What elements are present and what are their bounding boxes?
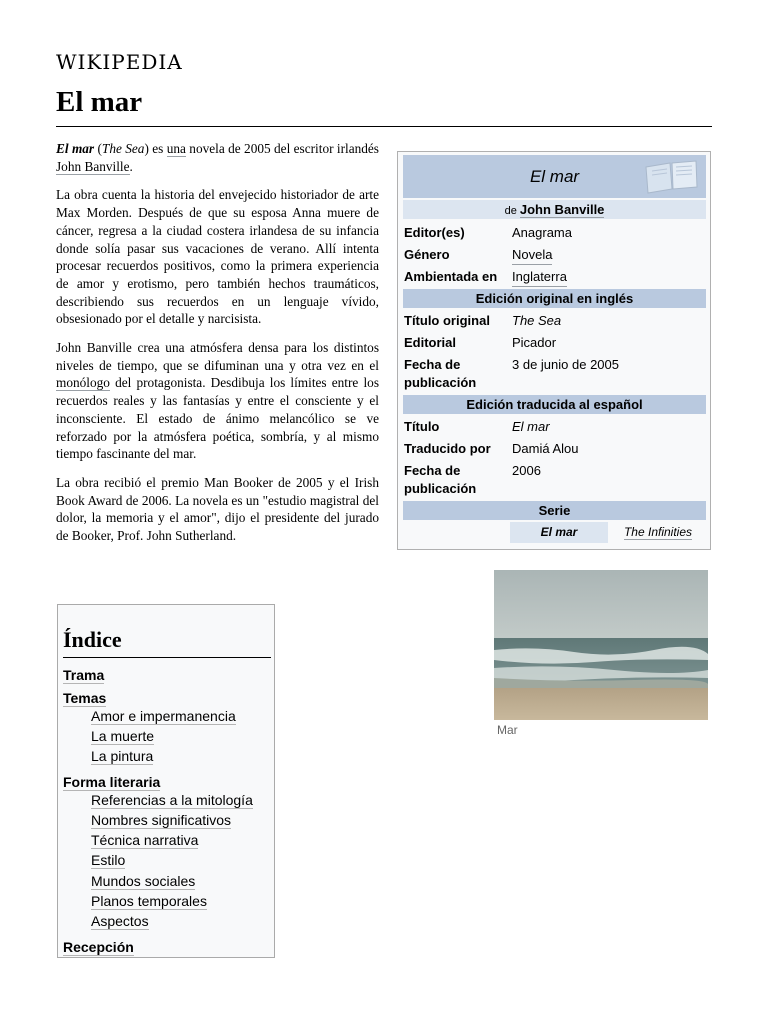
link-una[interactable]: una: [166, 141, 186, 156]
infobox-section-original: Edición original en inglés: [403, 289, 706, 308]
beach-photo[interactable]: [494, 570, 708, 720]
infobox-key: Editor(es): [404, 225, 465, 240]
setting-link[interactable]: Inglaterra: [512, 268, 567, 287]
infobox-key: Fecha de publicación: [404, 357, 477, 390]
series-current: El mar: [510, 522, 608, 543]
genre-link[interactable]: Novela: [512, 246, 552, 265]
intro-text: novela de 2005 del escritor irlandés: [185, 141, 379, 156]
infobox-key: Traducido por: [404, 441, 491, 456]
toc-link[interactable]: Planos temporales: [91, 893, 207, 909]
toc-item-pintura[interactable]: [91, 747, 153, 765]
toc-link[interactable]: La pintura: [91, 748, 154, 764]
infobox-key: Fecha de publicación: [404, 463, 477, 496]
toc-item-recepcion[interactable]: [63, 938, 134, 956]
toc-item-aspectos[interactable]: [91, 912, 149, 930]
intro-text: ) es: [144, 141, 167, 156]
toc-link[interactable]: Nombres significativos: [91, 812, 232, 828]
infobox-value: Anagrama: [512, 225, 572, 240]
book-icon: [642, 157, 700, 195]
toc-link[interactable]: Amor e impermanencia: [91, 708, 236, 724]
infobox-key: Título original: [404, 313, 490, 328]
intro-text: (: [94, 141, 102, 156]
toc-link[interactable]: Estilo: [91, 852, 126, 868]
toc-item-amor[interactable]: [91, 707, 236, 725]
toc-item-trama[interactable]: [63, 666, 104, 684]
infobox-section-translated: Edición traducida al español: [403, 395, 706, 414]
link-john-banville[interactable]: John Banville: [56, 158, 130, 174]
toc-link[interactable]: Forma literaria: [63, 774, 161, 790]
infobox-key: Editorial: [404, 335, 457, 350]
title-divider: [56, 126, 712, 127]
infobox-value: Damiá Alou: [512, 441, 579, 456]
infobox-section-series: Serie: [403, 501, 706, 520]
infobox-value: The Sea: [512, 313, 562, 328]
toc-item-forma-literaria[interactable]: [63, 773, 160, 791]
toc-item-mundos[interactable]: [91, 872, 195, 890]
infobox-value: 2006: [512, 463, 541, 478]
toc-link[interactable]: Trama: [63, 667, 105, 683]
toc-item-temas[interactable]: [63, 689, 106, 707]
intro-alt-title: The Sea: [101, 141, 145, 156]
toc-link[interactable]: Recepción: [63, 939, 134, 955]
article-body: [56, 140, 379, 556]
infobox-author-row: [403, 200, 706, 219]
atmosphere-text: John Banville crea una atmósfera densa para los distintos niveles de tiempo, que se difuminan una y otra vez en el: [56, 340, 379, 373]
toc-title: Índice: [63, 627, 122, 652]
toc-item-planos[interactable]: [91, 892, 207, 910]
toc-item-estilo[interactable]: [91, 851, 125, 869]
infobox-value: 3 de junio de 2005: [512, 357, 619, 372]
series-next-link[interactable]: [616, 522, 700, 543]
series-next-label[interactable]: The Infinities: [623, 525, 693, 539]
toc-link[interactable]: La muerte: [91, 728, 155, 744]
author-prefix: de: [504, 205, 517, 217]
paragraph-plot: La obra cuenta la historia del envejecido historiador de arte Max Morden. Después de que su esposa Anna muere de cáncer, regresa a la ciudad costera irlandesa de su infancia donde solía pasar sus vacaciones de verano. Allí intenta procesar recuerdos positivos, como la primera experiencia de amor y erotismo, pero también hechos traumáticos, describiendo sus recuerdos en un lenguaje vívido, obsesionado por el detalle y narcisista.: [56, 187, 379, 327]
infobox-author-link[interactable]: John Banville: [519, 202, 605, 217]
table-of-contents: [57, 604, 275, 958]
toc-link[interactable]: Aspectos: [91, 913, 149, 929]
infobox-value: Picador: [512, 335, 557, 350]
toc-item-mitologia[interactable]: [91, 791, 253, 809]
infobox-key: Género: [404, 247, 450, 262]
toc-link[interactable]: Técnica narrativa: [91, 832, 199, 848]
atmosphere-text: del protagonista. Desdibuja los límites entre los recuerdos reales y las fantasías y entre el consciente y el inconsciente. El estado de ánimo melancólico se ve reforzado por la atmósfera poética, sombría, y al mismo tiempo fascinante del mar.: [56, 375, 379, 462]
intro-text: .: [129, 158, 133, 174]
link-monologo[interactable]: monólogo: [56, 375, 110, 391]
infobox-key: Título: [404, 419, 440, 434]
infobox-title: El mar: [529, 167, 580, 186]
infobox-value: El mar: [512, 419, 550, 434]
toc-item-muerte[interactable]: [91, 727, 154, 745]
toc-divider: [63, 657, 271, 658]
wikipedia-logo[interactable]: WIKIPEDIA: [56, 50, 183, 74]
paragraph-atmosphere: [56, 339, 379, 463]
toc-link[interactable]: Referencias a la mitología: [91, 792, 253, 808]
page-title: El mar: [56, 86, 143, 118]
infobox: [397, 151, 711, 550]
image-caption: Mar: [497, 723, 518, 737]
toc-link[interactable]: Temas: [63, 690, 107, 706]
toc-item-nombres[interactable]: [91, 811, 231, 829]
toc-link[interactable]: Mundos sociales: [91, 873, 196, 889]
infobox-key: Ambientada en: [404, 269, 498, 284]
intro-title: El mar: [56, 141, 95, 156]
toc-item-tecnica[interactable]: [91, 831, 198, 849]
paragraph-intro: [56, 140, 379, 175]
infobox-header: [403, 155, 706, 198]
paragraph-awards: La obra recibió el premio Man Booker de 2005 y el Irish Book Award de 2006. La novela es un "estudio magistral del dolor, la memoria y el amor", dijo el presidente del jurado de Booker, Prof. John Sutherland.: [56, 474, 379, 544]
